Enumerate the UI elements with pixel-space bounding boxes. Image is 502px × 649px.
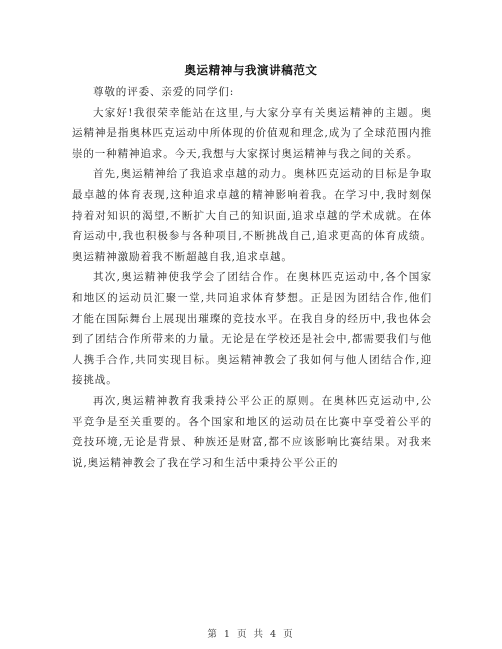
- document-body: [72, 82, 432, 473]
- page-number-footer: 第 1 页 共 4 页: [207, 629, 295, 640]
- body-paragraph-teamwork: 其次,奥运精神使我学会了团结合作。在奥林匹克运动中,各个国家和地区的运动员汇聚一堂,共同追求体育梦想。正是因为团结合作,他们才能在国际舞台上展现出璀璨的竞技水平。在我自身的经历中,我也体会到了团结合作所带来的力量。无论是在学校还是社会中,都需要我们与他人携手合作,共同实现目标。奥运精神教会了我如何与他人团结合作,迎接挑战。: [72, 271, 432, 387]
- body-paragraph-excellence: 首先,奥运精神给了我追求卓越的动力。奥林匹克运动的目标是争取最卓越的体育表现,这种追求卓越的精神影响着我。在学习中,我时刻保持着对知识的渴望,不断扩大自己的知识面,追求卓越的学术成就。在体育运动中,我也积极参与各种项目,不断挑战自己,追求更高的体育成绩。奥运精神激励着我不断超越自我,追求卓越。: [72, 168, 432, 263]
- body-paragraph-fairness: 再次,奥运精神教育我秉持公平公正的原则。在奥林匹克运动中,公平竞争是至关重要的。各个国家和地区的运动员在比赛中享受着公平的竞技环境,无论是背景、种族还是财富,都不应该影响比赛结果。对我来说,奥运精神教会了我在学习和生活中秉持公平公正的: [72, 394, 432, 469]
- intro-paragraph: 大家好!我很荣幸能站在这里,与大家分享有关奥运精神的主题。奥运精神是指奥林匹克运动中所体现的价值观和理念,成为了全球范围内推崇的一种精神追求。今天,我想与大家探讨奥运精神与我之间的关系。: [72, 106, 432, 160]
- salutation-paragraph: 尊敬的评委、亲爱的同学们:: [93, 86, 235, 98]
- document-title: 奥运精神与我演讲稿范文: [184, 63, 318, 77]
